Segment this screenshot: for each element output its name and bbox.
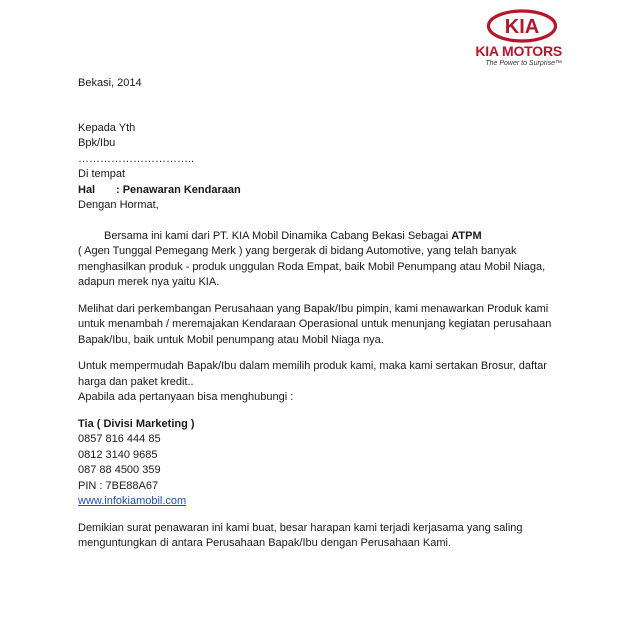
subject-label: Hal xyxy=(78,183,96,196)
recipient-line: Bpk/Ibu xyxy=(78,137,116,149)
paragraph-line: Demikian surat penawaran ini kami buat, besar harapan kami terjadi kerjasama yang saling xyxy=(78,521,523,534)
paragraph-line: ( Agen Tunggal Pemegang Merk ) yang bergerak di bidang Automotive, yang telah banyak xyxy=(78,245,517,257)
subject-line xyxy=(78,183,578,199)
offer-letter xyxy=(78,76,578,552)
subject-value: : Penawaran Kendaraan xyxy=(116,183,241,196)
paragraph-line: Melihat dari perkembangan Perusahaan yang Bapak/Ibu pimpin, kami menawarkan Produk kami xyxy=(78,302,549,315)
recipient-block xyxy=(78,121,578,183)
closing-paragraph xyxy=(78,521,578,552)
paragraph-brochure xyxy=(78,359,578,390)
paragraph-line: Untuk mempermudah Bapak/Ibu dalam memilih produk kami, maka kami sertakan Brosur, daftar xyxy=(78,360,547,372)
date-line: Bekasi, 2014 xyxy=(78,77,142,89)
recipient-line: Kepada Yth xyxy=(78,121,136,134)
paragraph-line: Bapak/Ibu, baik untuk Mobil penumpang atau Mobil Niaga nya. xyxy=(78,333,384,346)
brand-name: KIA MOTORS xyxy=(475,43,562,59)
kia-motors-logo xyxy=(462,8,562,70)
kia-emblem-text: KIA xyxy=(504,16,540,38)
contact-phone: 0857 816 444 85 xyxy=(78,433,161,445)
paragraph-line: adapun merek nya yaitu KIA. xyxy=(78,276,220,288)
paragraph-line: harga dan paket kredit.. xyxy=(78,375,194,388)
contact-phone: 087 88 4500 359 xyxy=(78,464,161,476)
greeting: Dengan Hormat, xyxy=(78,199,159,211)
paragraph-line: menguntungkan di antara Perusahaan Bapak/Ibu dengan Perusahaan Kami. xyxy=(78,537,452,549)
intro-text: Bersama ini kami dari PT. KIA Mobil Dinamika Cabang Bekasi Sebagai xyxy=(104,229,452,242)
contact-name: Tia ( Divisi Marketing ) xyxy=(78,417,195,430)
recipient-line: ………………………….. xyxy=(78,152,195,165)
paragraph-line xyxy=(78,229,578,245)
contact-pin: PIN : 7BE88A67 xyxy=(78,479,159,492)
recipient-line: Di tempat xyxy=(78,168,126,180)
paragraph-line: menghasilkan produk - produk unggulan Roda Empat, baik Mobil Penumpang atau Mobil Niaga, xyxy=(78,260,546,273)
brand-tagline: The Power to Surprise™ xyxy=(485,60,562,67)
paragraph-offer xyxy=(78,302,578,349)
contact-phone: 0812 3140 9685 xyxy=(78,448,158,461)
contact-intro: Apabila ada pertanyaan bisa menghubungi : xyxy=(78,391,294,403)
paragraph-line: untuk menambah / meremajakan Kendaraan Operasional untuk menunjang kegiatan perusahaan xyxy=(78,318,552,330)
paragraph-intro xyxy=(78,229,578,291)
kia-oval-emblem xyxy=(486,8,558,44)
website-link[interactable]: www.infokiamobil.com xyxy=(78,495,187,507)
contact-block xyxy=(78,417,578,510)
atpm-text: ATPM xyxy=(451,229,482,242)
